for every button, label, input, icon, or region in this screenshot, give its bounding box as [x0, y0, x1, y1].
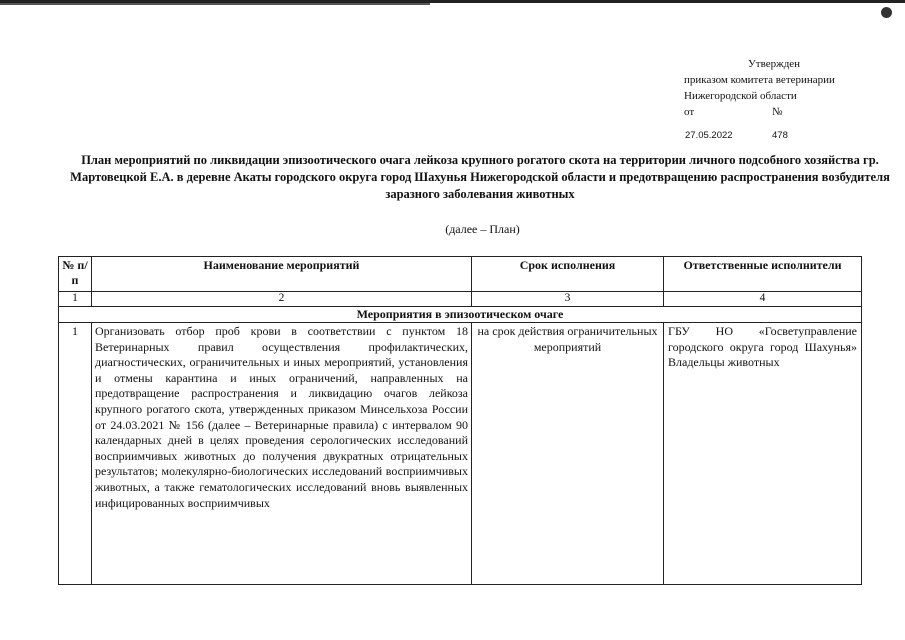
header-term: Срок исполнения: [472, 257, 664, 292]
row-number: 1: [59, 323, 92, 585]
responsible-owners: Владельцы животных: [668, 355, 780, 370]
approval-number-label: №: [772, 106, 783, 118]
column-number: 1: [59, 292, 92, 307]
document-subtitle: (далее – План): [445, 222, 520, 236]
approval-date: 27.05.2022: [685, 130, 733, 141]
table-row: [59, 323, 862, 585]
approval-block: [684, 56, 884, 144]
approval-line-5: [684, 128, 884, 144]
header-num: № п/п: [59, 257, 92, 292]
row-action: Организовать отбор проб крови в соответствии с пунктом 18 Ветеринарных правил осуществления профилактических, диагностических, ограничительных и иных мероприятий, установления и отмены карантина и иных ограничений, направленных на предотвращение распространения и ликвидацию очагов лейкоза крупного рогатого скота, утвержденных приказом Минсельхоза России от 24.03.2021 № 156 (далее – Ветеринарные правила) с интервалом 90 календарных дней в целях проведения серологических исследований восприимчивых животных до получения двукратных отрицательных результатов; молекулярно-биологических исследований восприимчивых животных, а также гематологических исследований вновь выявленных инфицированных восприимчивых: [92, 323, 472, 585]
header-responsible: Ответственные исполнители: [664, 257, 862, 292]
table-header-row: [59, 257, 862, 292]
section-title: Мероприятия в эпизоотическом очаге: [59, 307, 862, 323]
approval-line-1: Утвержден: [748, 58, 801, 70]
document-title: План мероприятий по ликвидации эпизоотического очага лейкоза крупного рогатого скота на территории личного подсобного хозяйства гр. Мартовецкой Е.А. в деревне Акаты городского округа город Шахунья Нижегородской области и предотвращению распространения возбудителя заразного заболевания животных: [70, 153, 890, 201]
row-term: на срок действия ограничительных мероприятий: [472, 323, 664, 585]
column-number: 3: [472, 292, 664, 307]
approval-line-3: Нижегородской области: [684, 90, 797, 102]
header-action: Наименование мероприятий: [92, 257, 472, 292]
column-number-row: [59, 292, 862, 307]
section-row: [59, 307, 862, 323]
approval-from-label: от: [684, 106, 695, 118]
row-responsible: [664, 323, 862, 585]
approval-line-4: [684, 104, 884, 120]
column-number: 4: [664, 292, 862, 307]
scan-mark: [881, 7, 892, 18]
plan-table: [58, 256, 862, 585]
approval-number: 478: [772, 130, 788, 141]
responsible-org: ГБУ НО «Госветуправление городского округа город Шахунья»: [668, 324, 857, 354]
column-number: 2: [92, 292, 472, 307]
scan-edge: [0, 0, 905, 6]
approval-line-2: приказом комитета ветеринарии: [684, 74, 835, 86]
